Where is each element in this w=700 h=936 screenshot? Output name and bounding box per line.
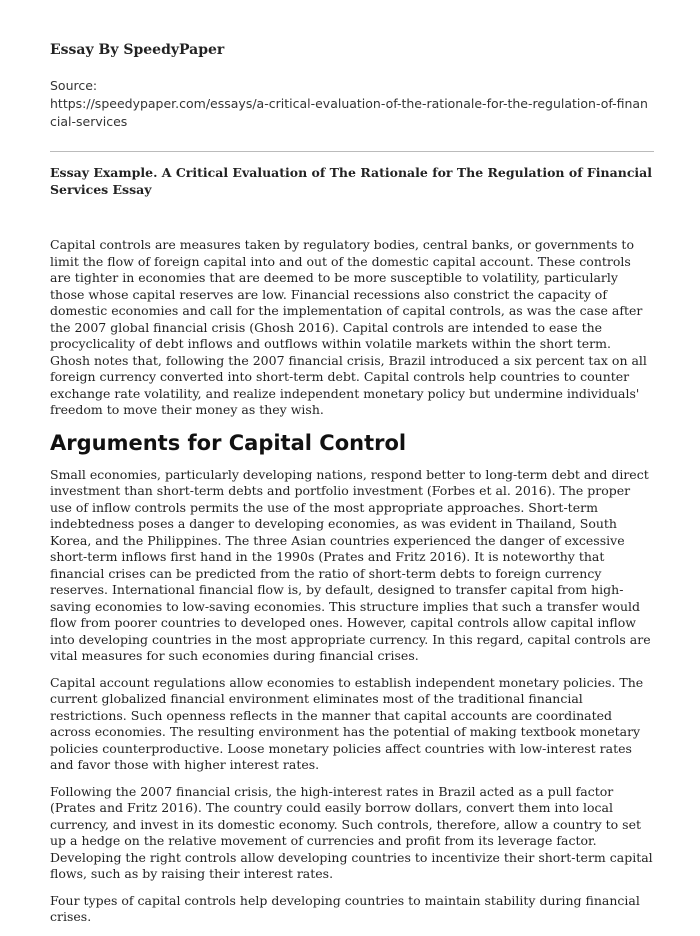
byline: Essay By SpeedyPaper xyxy=(50,42,225,58)
body-paragraph: Following the 2007 financial crisis, the high-interest rates in Brazil acted as a pull factor (Prates and Fritz 2016). The country could easily borrow dollars, convert them into local currency, and invest in its domestic economy. Such controls, therefore, allow a country to set up a hedge on the relative movement of currencies and profit from its leverage factor. Developing the right controls allow developing countries to incentivize their short-term capital flows, such as by raising their interest rates. xyxy=(50,783,653,881)
essay-title: Essay Example. A Critical Evaluation of The Rationale for The Regulation of Financial Services Essay xyxy=(50,165,653,197)
source-label: Source: xyxy=(50,78,98,93)
divider xyxy=(50,151,654,152)
source-url[interactable]: https://speedypaper.com/essays/a-critical-evaluation-of-the-rationale-for-the-regulation-of-financial-services xyxy=(50,96,648,129)
intro-paragraph: Capital controls are measures taken by regulatory bodies, central banks, or governments to limit the flow of foreign capital into and out of the domestic capital account. These controls are tighter in economies that are deemed to be more susceptible to volatility, particularly those whose capital reserves are low. Financial recessions also constrict the capacity of domestic economies and call for the implementation of capital controls, as was the case after the 2007 global financial crisis (Ghosh 2016). Capital controls are intended to ease the procyclicality of debt inflows and outflows within volatile markets within the short term. Ghosh notes that, following the 2007 financial crisis, Brazil introduced a six percent tax on all foreign currency converted into short-term debt. Capital controls help countries to counter exchange rate volatility, and realize independent monetary policy but undermine individuals' freedom to move their money as they wish. xyxy=(50,237,647,417)
body-paragraph: Small economies, particularly developing nations, respond better to long-term debt and direct investment than short-term debts and portfolio investment (Forbes et al. 2016). The proper use of inflow controls permits the use of the most appropriate approaches. Short-term indebtedness poses a danger to developing economies, as was evident in Thailand, South Korea, and the Philippines. The three Asian countries experienced the danger of excessive short-term inflows first hand in the 1990s (Prates and Fritz 2016). It is noteworthy that financial crises can be predicted from the ratio of short-term debts to foreign currency reserves. International financial flow is, by default, designed to transfer capital from high-saving economies to low-saving economies. This structure implies that such a transfer would flow from poorer countries to developed ones. However, capital controls allow capital inflow into developing countries in the most appropriate currency. In this regard, capital controls are vital measures for such economies during financial crises. xyxy=(50,466,651,663)
body-paragraph: Capital account regulations allow economies to establish independent monetary policies. The current globalized financial environment eliminates most of the traditional financial restrictions. Such openness reflects in the manner that capital accounts are coordinated across economies. The resulting environment has the potential of making textbook monetary policies counterproductive. Loose monetary policies affect countries with low-interest rates and favor those with higher interest rates. xyxy=(50,674,644,772)
section-heading: Arguments for Capital Control xyxy=(50,430,407,455)
document-page xyxy=(50,40,654,936)
body-paragraph: Four types of capital controls help developing countries to maintain stability during financial crises. xyxy=(50,892,640,924)
